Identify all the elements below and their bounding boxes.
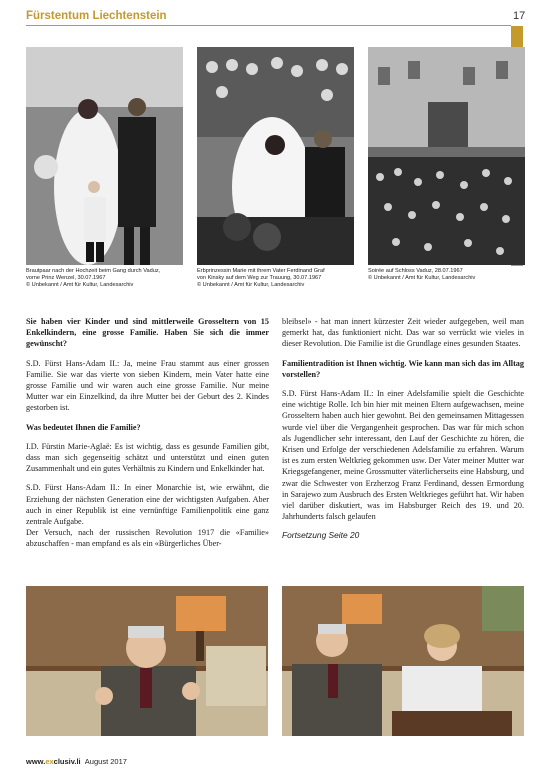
photo-prince-interview xyxy=(26,586,268,736)
interview-question: Was bedeutet Ihnen die Familie? xyxy=(26,422,141,432)
header-divider xyxy=(26,25,511,26)
interview-answer: Der Versuch, nach der russischen Revolution 1917 die «Familie» abzuschaffen - man empfand es als ein «Bürgerliches Über- xyxy=(26,528,269,549)
caption-credit: © Unbekannt / Amt für Kultur, Landesarchiv xyxy=(26,282,134,288)
interview-answer: S.D. Fürst Hans-Adam II.: Ja, meine Frau stammt aus einer grossen Familie. Sie war das vierte von sieben Kindern, mein Vater hatte eine grosse Familie und wir waren auch eine grosse Familie. Nur meine Mutter war ein Einzelkind, da ihre Mutter bei der Geburt des 2. Kindes gestorben ist. xyxy=(26,358,269,413)
footer-issue: August 2017 xyxy=(84,757,127,766)
photo-prince-princess-interview-image xyxy=(282,586,524,736)
footer-publication xyxy=(26,757,127,766)
interview-answer: S.D. Fürst Hans-Adam II.: In einer Monarchie ist, wie erwähnt, die Erziehung der nächsten Generation eine der wichtigsten Aufgaben. Aber auch in einer Republik ist eine vernünftige Familienpolitik eine ganz zentrale Aufgabe. xyxy=(26,483,269,527)
interview-answer: S.D. Fürst Hans-Adam II.: In einer Adelsfamilie spielt die Geschichte eine wichtige Rolle. Ich bin hier mit meinen Eltern aufgewachsen, meine Grosseltern haben auch hier gewohnt. Bei den gemeinsamen Mittagessen wurde viel über die Vergangenheit gesprochen. Das war für mich schon als Jugendlicher sehr interessant, den Lauf der Geschichte zu hören, die Krisen und Erfolge der verschiedenen Adelsfamilie zu erfahren. Warum ist es zum ersten Weltkrieg gekommen usw. Der Vater meiner Mutter war Kriegsgefangener, meine Grossmutter väterlicherseits eine Habsburg, und zwar die Schwester von Erzherzog Franz Ferdinand, dessen Ermordung in Sarajewo zum Ausbruch des Ersten Weltkrieges geführt hat. Wir haben viel darüber diskutiert, was im Habsburger Reich des 19. und 20. Jahrhunderts falsch gelaufen xyxy=(282,389,524,522)
interview-answer: I.D. Fürstin Marie-Aglaë: Es ist wichtig, dass es gesunde Familien gibt, dass man sich gegenseitig schätzt und unterstützt und einen guten Zusammenhalt und ein gutes Verhältnis zu Kindern und Enkelkinder hat. xyxy=(26,441,269,474)
footer-url-suffix: clusiv.li xyxy=(53,757,81,766)
interview-answer: bleibsel» - hat man innert kürzester Zeit wieder aufgegeben, weil man gemerkt hat, das funktioniert nicht. Das war so verrückt wie vieles in dieser Revolution. Die Familie ist die Grundlage eines gesunden Staates. xyxy=(282,317,524,349)
photo-bridal-couple xyxy=(26,47,183,265)
footer-url-prefix: www. xyxy=(26,757,46,766)
caption-bridal-couple xyxy=(26,268,186,289)
photo-soiree-castle-image xyxy=(368,47,525,265)
article-column-right xyxy=(282,316,524,550)
continuation-note: Fortsetzung Seite 20 xyxy=(282,530,360,541)
photo-prince-interview-image xyxy=(26,586,268,736)
interview-question: Familientradition ist Ihnen wichtig. Wie kann man sich das im Alltag vorstellen? xyxy=(282,358,524,379)
photo-princess-with-father-image xyxy=(197,47,354,265)
caption-line: Erbprinzessin Marie mit ihrem Vater Ferdinand Graf xyxy=(197,268,325,274)
caption-soiree-castle xyxy=(368,268,525,282)
caption-credit: © Unbekannt / Amt für Kultur, Landesarchiv xyxy=(197,282,305,288)
caption-line: Brautpaar nach der Hochzeit beim Gang durch Vaduz, xyxy=(26,268,161,274)
caption-line: vorne Prinz Wenzel, 30.07.1967 xyxy=(26,275,106,281)
photo-bridal-couple-image xyxy=(26,47,183,265)
interview-question: Sie haben vier Kinder und sind mittlerweile Grosseltern von 15 Enkelkindern, eine grosse Familie. Haben Sie sich die immer gewünscht? xyxy=(26,317,269,349)
photo-princess-with-father xyxy=(197,47,354,265)
photo-prince-princess-interview xyxy=(282,586,524,736)
photo-soiree-castle xyxy=(368,47,525,265)
article-column-left xyxy=(26,316,269,558)
caption-line: von Kinsky auf dem Weg zur Trauung, 30.07.1967 xyxy=(197,275,322,281)
footer-url-highlight: ex xyxy=(45,757,54,766)
caption-credit: © Unbekannt / Amt für Kultur, Landesarchiv xyxy=(368,275,476,281)
page-number: 17 xyxy=(513,10,526,22)
caption-princess-with-father xyxy=(197,268,362,289)
magazine-section-title: Fürstentum Liechtenstein xyxy=(26,10,167,22)
caption-line: Soirée auf Schloss Vaduz, 28.07.1967 xyxy=(368,268,463,274)
